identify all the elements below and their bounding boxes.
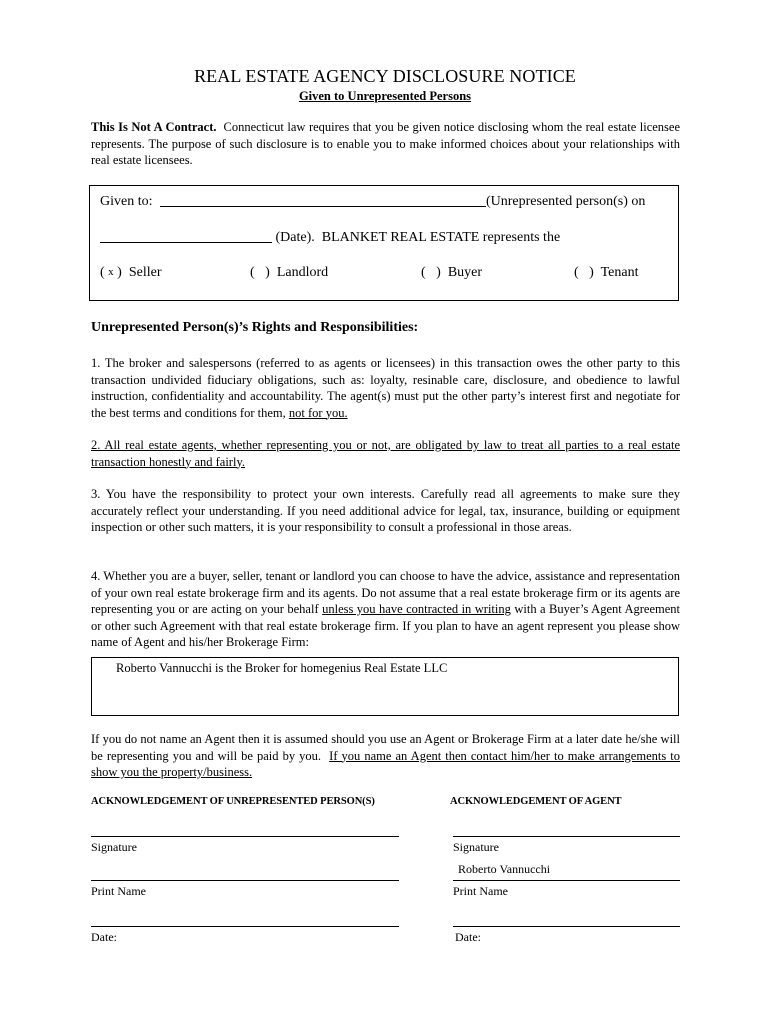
right-signature-label: Signature — [453, 840, 499, 854]
page-subtitle: Given to Unrepresented Persons — [298, 89, 472, 103]
left-date-label: Date: — [91, 930, 117, 944]
option-seller-label: Seller — [128, 265, 162, 280]
option-landlord-label: Landlord — [276, 265, 329, 280]
agent-box-text: Roberto Vannucchi is the Broker for homegenius Real Estate LLC — [116, 661, 448, 675]
item-3: 3. You have the responsibility to protect your own interests. Carefully read all agreements to make sure they accurately reflect your understanding. If you need additional advice for legal, tax, insurance, building or equipment inspection or other such matters, it is your responsibility to consult a professional in those areas. — [91, 487, 680, 534]
item-4 — [91, 568, 680, 651]
option-buyer-label: Buyer — [447, 265, 483, 280]
closing-underline: If you name an Agent then contact him/her to make arrangements to show you the property/business. — [91, 748, 681, 779]
date-field[interactable] — [100, 242, 272, 243]
left-signature-label: Signature — [91, 840, 137, 854]
left-print-name-line[interactable] — [91, 880, 399, 881]
right-name-value: Roberto Vannucchi — [458, 862, 551, 876]
item-1 — [91, 355, 680, 421]
option-tenant[interactable]: ( ) Tenant — [574, 265, 639, 280]
given-to-field[interactable] — [160, 206, 486, 207]
right-date-line[interactable] — [453, 926, 680, 927]
option-seller[interactable]: ( x ) Seller — [100, 265, 162, 280]
item-4-text-a: 4. Whether you are a buyer, seller, tenant or landlord you can choose to have the advice, assistance and representation of your own real estate brokerage firm and its agents. Do not assume that a real estate brokerage firm or its agents are representing you or are acting on your behalf — [91, 569, 680, 616]
closing-paragraph — [91, 731, 680, 781]
closing-text: If you do not name an Agent then it is assumed should you use an Agent or Brokerage Firm at a later date he/she will be representing you and will be paid by you. — [91, 732, 680, 763]
right-date-label: Date: — [455, 930, 481, 944]
ack-right-heading: ACKNOWLEDGEMENT OF AGENT — [450, 796, 622, 807]
option-tenant-label: Tenant — [600, 265, 639, 280]
option-landlord[interactable]: ( ) Landlord — [250, 265, 329, 280]
given-to-box — [89, 185, 679, 301]
date-label: (Date). — [275, 230, 315, 245]
left-print-name-label: Print Name — [91, 884, 146, 898]
right-print-name-label: Print Name — [453, 884, 508, 898]
represents-text: BLANKET REAL ESTATE represents the — [321, 230, 561, 245]
item-4-text-b: with a Buyer’s Agent Agreement or other such Agreement with that real estate brokerage firm. If you plan to have an agent represent you please show name of Agent and his/her Brokerage Firm: — [91, 602, 681, 649]
intro-bold: This Is Not A Contract. — [91, 120, 217, 134]
left-date-line[interactable] — [91, 926, 399, 927]
agent-box[interactable] — [91, 657, 679, 716]
ack-left-heading: ACKNOWLEDGEMENT OF UNREPRESENTED PERSON(S) — [91, 796, 375, 807]
intro-text: Connecticut law requires that you be given notice disclosing whom the real estate licensee represents. The purpose of such disclosure is to enable you to make informed choices about your relationships with real estate licensees. — [91, 120, 681, 167]
page-title: REAL ESTATE AGENCY DISCLOSURE NOTICE — [194, 66, 576, 86]
date-row — [100, 230, 560, 246]
given-to-suffix: (Unrepresented person(s) on — [486, 194, 646, 209]
right-signature-line[interactable] — [453, 836, 680, 837]
rights-heading: Unrepresented Person(s)’s Rights and Responsibilities: — [91, 320, 419, 335]
seller-checkmark: x — [108, 266, 114, 278]
item-1-text: 1. The broker and salespersons (referred to as agents or licensees) in this transaction owes the other party to this transaction undivided fiduciary obligations, such as: loyalty, resinable care, disclosure, and obedience to lawful instruction, confidentiality and accountability. The agent(s) must put the other party’s interest first and negotiate for the best terms and conditions for them, — [91, 356, 680, 420]
option-buyer[interactable]: ( ) Buyer — [421, 265, 483, 280]
given-to-label: Given to: — [100, 194, 153, 209]
given-to-row — [100, 194, 645, 210]
item-2: 2. All real estate agents, whether representing you or not, are obligated by law to treat all parties to a real estate transaction honestly and fairly. — [91, 438, 680, 469]
item-1-underline: not for you. — [288, 405, 348, 420]
right-print-name-line[interactable] — [453, 880, 680, 881]
item-4-underline: unless you have contracted in writing — [322, 602, 511, 616]
intro-paragraph — [91, 119, 680, 169]
left-signature-line[interactable] — [91, 836, 399, 837]
